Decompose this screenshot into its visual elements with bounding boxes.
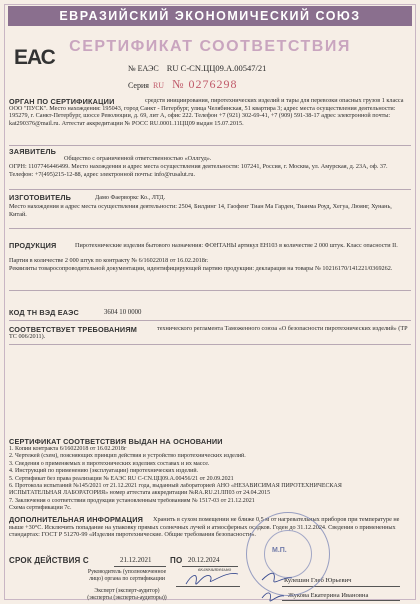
list-item: ИСПЫТАТЕЛЬНАЯ ЛАБОРАТОРИЯ» номер аттестата аккредитации №RA.RU.21ЛП03 от 24.04.2015: [9, 490, 271, 497]
tnved-label: КОД ТН ВЭД ЕАЭС: [9, 308, 79, 317]
applicant-label: ЗАЯВИТЕЛЬ: [9, 147, 57, 156]
conformity-text: технического регламента Таможенного союза «О безопасности пиротехнических изделий» (ТР ТС 006/2011).: [9, 325, 408, 340]
product-description: Пиротехнические изделия бытового назначения: ФОНТАНЫ артикул ЕН103 в количестве 2 000 штук. Класс опасности II.: [75, 242, 398, 249]
tnved-code: 3604 10 0000: [104, 309, 142, 316]
manufacturer-name: Дамо Фаерворкс Ко., ЛТД.: [95, 194, 166, 201]
validity-to-date: 20.12.2024: [188, 556, 220, 564]
registration-label: № ЕАЭС: [128, 64, 159, 73]
list-item: Схема сертификации 7с.: [9, 505, 72, 512]
validity-from-label: СРОК ДЕЙСТВИЯ С: [9, 556, 89, 565]
expert-label: Эксперт (эксперт-аудитор) (эксперты (эксперты-аудиторы)): [87, 588, 167, 601]
extra-text: Хранить в сухом помещении не ближе 0,5 м от нагревательных приборов при температуре не выше +30°С. Исключить попадание на упаковку прямых солнечных лучей и атмосферных осадков. Годен до 31.12.2024. Сведения о примененных стандартах: ГОСТ Р 51270-99 «Изделия пиротехнические. Общие требования безопасности».: [9, 516, 400, 539]
list-item: 1. Копии контракта 6/16022018 от 16.02.2018г: [9, 446, 127, 452]
registration-number: RU C-CN.ЦЦ09.А.00547/21: [166, 63, 267, 73]
list-item: 5. Сертификат без права реализации № ЕАЭС RU С-CN.ЦЦ09.А.00456/21 от 20.09.2021: [9, 475, 234, 482]
validity-to-note: включительно: [198, 567, 232, 573]
expert-name: Жукова Екатерина Ивановна: [288, 592, 369, 599]
list-item: 4. Инструкций по применению (эксплуатации) пиротехнических изделий.: [9, 468, 199, 475]
conformity-label: СООТВЕТСТВУЕТ ТРЕБОВАНИЯМ: [9, 325, 138, 334]
list-item: 3. Сведения о применяемых в пиротехнических изделиях составах и их массе.: [9, 460, 210, 467]
list-item: 6. Протокола испытаний №145/2021 от 21.12.2021 года, выданный лабораторией АНО «НЕЗАВИСИМАЯ ПИРОТЕХНИЧЕСКАЯ: [9, 483, 342, 490]
series-label: Серия: [128, 81, 149, 90]
validity-to-label: ПО: [170, 556, 183, 565]
series-number: № 0276298: [172, 77, 238, 91]
manufacturer-details: Место нахождения и адрес места осуществления деятельности: 2504, Билдинг 14, Гаофенг Тиан Ма Гарден, Тианма Роуд, Хегуа, Люянг, Хунань, Китай.: [9, 203, 392, 218]
list-item: 7. Заключения о соответствии продукции установленным требованиям № 1517-03 от 21.12.2021: [9, 497, 255, 504]
product-label: ПРОДУКЦИЯ: [9, 241, 57, 250]
basis-label: СЕРТИФИКАТ СООТВЕТСТВИЯ ВЫДАН НА ОСНОВАНИИ: [9, 437, 223, 446]
applicant-name: Общество с ограниченной ответственностью «Оллгуд».: [64, 155, 212, 162]
seal-mp-label: М.П.: [272, 547, 287, 554]
product-batch: Партия в количестве 2 000 штук по контракту № 6/16022018 от 16.02.2018г.: [9, 257, 209, 264]
union-banner: ЕВРАЗИЙСКИЙ ЭКОНОМИЧЕСКИЙ СОЮЗ: [8, 6, 412, 26]
manufacturer-label: ИЗГОТОВИТЕЛЬ: [9, 193, 72, 202]
list-item: 2. Чертежей (схем), поясняющих принцип действия и устройство пиротехнических изделий.: [9, 453, 246, 460]
series-code: RU: [152, 81, 165, 90]
validity-from-date: 21.12.2021: [120, 556, 152, 564]
eac-logo: ЕАС: [14, 46, 55, 69]
organ-text: средств инициирования, пиротехнических изделий и тары для перевозки опасных грузов 1 класса ООО "ПУСК". Место нахождения: 195043, город Санкт - Петербург, улица Челябинская, 51 квартира 3; адрес места осуществления деятельности: 195279, г. Санкт-Петербург, шоссе Революции, д. 69, лит А, офис 222. Телефон +7 (921) 302-69-41, +7 (909) 591-38-17 адрес электронной почты: kat290376@mail.ru. Аттестат аккредитации № РОСС RU.0001.11ЦЦ09 выдан 15.07.2015.: [9, 97, 404, 127]
head-label: Руководитель (уполномоченное лицо) органа по сертификации: [87, 569, 167, 582]
head-name: Кулешин Глеб Юрьевич: [284, 577, 352, 584]
certificate-title: СЕРТИФИКАТ СООТВЕТСТВИЯ: [69, 38, 351, 55]
applicant-details: ОГРН: 1107746446499. Место нахождения и адрес места осуществления деятельности: 107241, Россия, г. Москва, ул. Амурская, д. 23А, оф. 37. Телефон: +7(495)215-12-88, адрес электронной почты: info@rusalut.ru.: [9, 163, 388, 178]
product-documents: Реквизиты товаросопроводительной документации, идентифицирующей партию продукции: декларация на товары № 10216170/141221/0369262.: [9, 265, 393, 272]
extra-label: ДОПОЛНИТЕЛЬНАЯ ИНФОРМАЦИЯ: [9, 515, 144, 524]
organ-label: ОРГАН ПО СЕРТИФИКАЦИИ: [9, 97, 115, 106]
